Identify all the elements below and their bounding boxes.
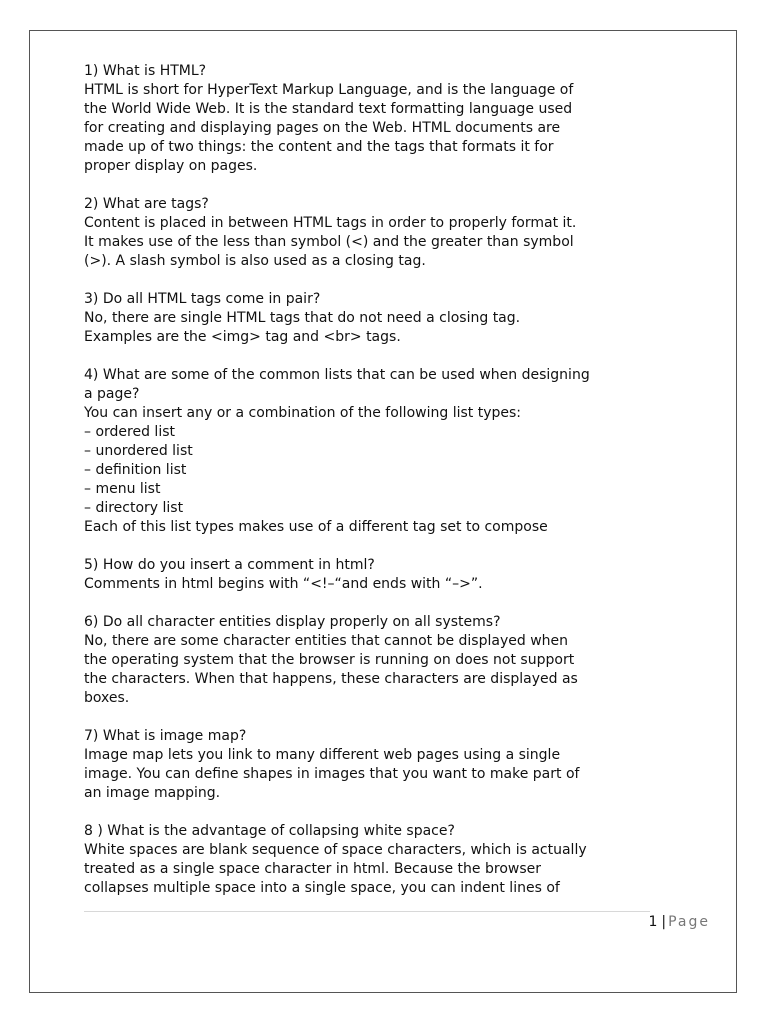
qa-block [84,613,664,708]
document-body [84,62,664,917]
answer-line: Comments in html begins with “<!–“and ends with “–>”. [84,576,483,592]
qa-block [84,556,664,594]
question-heading: 4) What are some of the common lists that can be used when designing [84,367,590,383]
answer-line: No, there are single HTML tags that do not need a closing tag. [84,310,521,326]
qa-block [84,195,664,271]
answer-line: Examples are the <img> tag and <br> tags. [84,329,401,345]
answer-line: White spaces are blank sequence of space characters, which is actually [84,842,587,858]
answer-line: It makes use of the less than symbol (<) and the greater than symbol [84,234,574,250]
question-heading: 3) Do all HTML tags come in pair? [84,291,321,307]
question-heading: 8 ) What is the advantage of collapsing white space? [84,823,455,839]
qa-block [84,62,664,176]
page-label: Page [668,914,710,930]
answer-line: HTML is short for HyperText Markup Language, and is the language of [84,82,574,98]
page-footer [648,913,710,931]
answer-line: – ordered list [84,424,175,440]
answer-line: – definition list [84,462,187,478]
answer-line: the World Wide Web. It is the standard text formatting language used [84,101,573,117]
footer-separator: | [661,914,667,930]
question-heading: 2) What are tags? [84,196,209,212]
answer-line: the characters. When that happens, these characters are displayed as [84,671,578,687]
answer-line: an image mapping. [84,785,221,801]
question-heading: 7) What is image map? [84,728,247,744]
answer-line: treated as a single space character in html. Because the browser [84,861,541,877]
answer-line: Content is placed in between HTML tags in order to properly format it. [84,215,577,231]
qa-block [84,727,664,803]
footer-divider [84,911,650,912]
answer-line: – directory list [84,500,184,516]
question-heading: 5) How do you insert a comment in html? [84,557,375,573]
answer-line: made up of two things: the content and the tags that formats it for [84,139,554,155]
answer-line: collapses multiple space into a single space, you can indent lines of [84,880,560,896]
question-heading: 6) Do all character entities display properly on all systems? [84,614,501,630]
answer-line: for creating and displaying pages on the Web. HTML documents are [84,120,561,136]
answer-line: the operating system that the browser is running on does not support [84,652,575,668]
qa-block [84,366,664,537]
answer-line: proper display on pages. [84,158,258,174]
answer-line: – unordered list [84,443,193,459]
page-number: 1 [648,914,658,930]
answer-line: You can insert any or a combination of the following list types: [84,405,521,421]
question-heading: 1) What is HTML? [84,63,207,79]
answer-line: a page? [84,386,140,402]
answer-line: (>). A slash symbol is also used as a closing tag. [84,253,426,269]
answer-line: Each of this list types makes use of a different tag set to compose [84,519,548,535]
answer-line: boxes. [84,690,130,706]
answer-line: image. You can define shapes in images that you want to make part of [84,766,580,782]
answer-line: – menu list [84,481,161,497]
answer-line: No, there are some character entities that cannot be displayed when [84,633,568,649]
answer-line: Image map lets you link to many different web pages using a single [84,747,561,763]
qa-block [84,822,664,898]
qa-block [84,290,664,347]
